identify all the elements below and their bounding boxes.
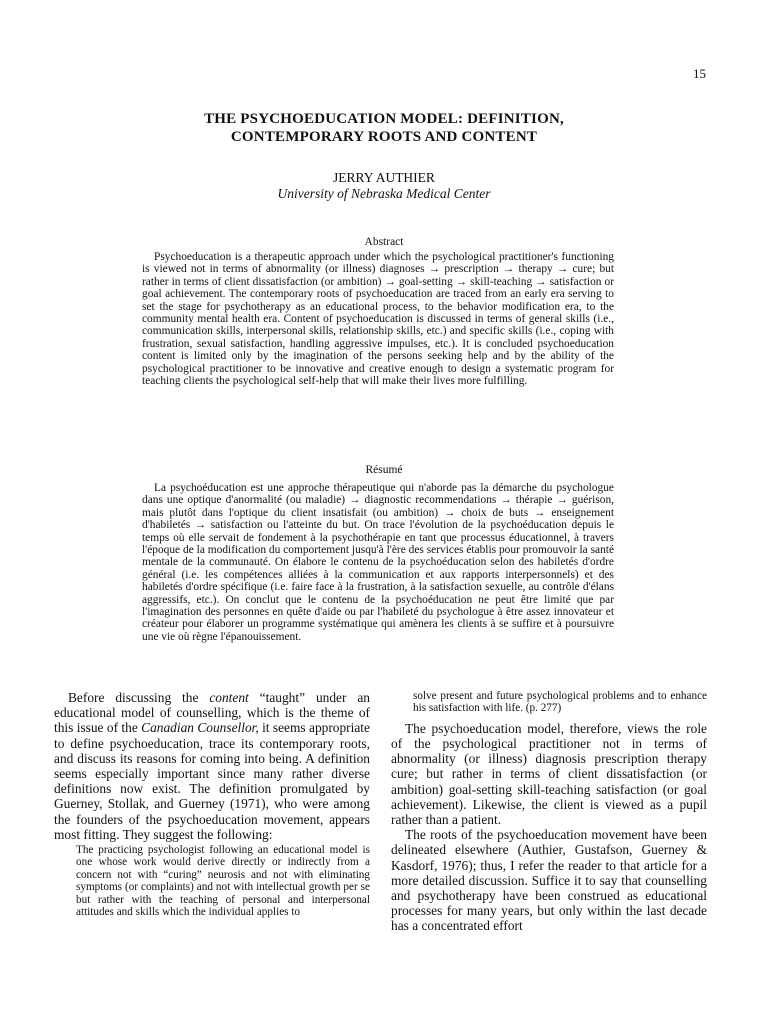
intro-text-b: “taught” under an educational model of counselling, which is the theme of this issue of the — [54, 690, 370, 736]
title-line-2: CONTEMPORARY ROOTS AND CONTENT — [230, 129, 538, 145]
author-affiliation: University of Nebraska Medical Center — [277, 186, 491, 201]
author-name: JERRY AUTHIER — [333, 170, 435, 185]
resume-body: La psychoéducation est une approche thérapeutique qui n'aborde pas la démarche du psychologue dans une optique d'anormalité (ou maladie) → diagnostic recommendations → thérapie → guérison, mais plutôt dans l'optique du client insatisfait (ou ambition) → choix de buts → enseignement d'habiletés → satisfaction ou l'atteinte du but. On trace l'évolution de la psychoéducation depuis le temps où elle servait de fondement à la psychothérapie en tant que processus éducationnel, à travers l'époque de la modification du comportement jusqu'à l'ère des services établis pour promouvoir la santé mentale de la communauté. On élabore le contenu de la psychoéducation selon des habiletés d'ordre général (i.e. les compétences alliées à la communication et aux rapports interpersonnels) et des habiletés d'ordre spécifique (i.e. faire face à la frustration, à la satisfaction sexuelle, au contrôle d'élans aggressifs, etc.). On conclut que le contenu de la psychoéducation ne peut être limité que par l'imagination des personnes en quête d'aide ou par l'habileté du psychologue à être assez innovateur et créateur pour élaborer un programme systématique qui amènera les clients à se suffire et à poursuivre une vie où règne l'épanouissement. — [142, 482, 614, 643]
definition-quote-part2: solve present and future psychological problems and to enhance his satisfaction with life. (p. 277) — [413, 690, 707, 715]
body-column-right — [391, 690, 707, 934]
definition-quote-part1: The practicing psychologist following an educational model is one whose work would derive directly or indirectly from a concern not with “curing” neurosis and not with eliminating symptoms (or complaints) and not with intellectual growth per se but rather with the teaching of personal and interpersonal attitudes and skills which the individual applies to — [76, 844, 370, 919]
intro-text-a: Before discussing the — [68, 690, 210, 705]
intro-paragraph — [54, 690, 370, 842]
resume-heading: Résumé — [365, 464, 403, 476]
paper-title — [0, 110, 768, 146]
intro-text-c: it seems appropriate to define psychoeducation, trace its contemporary roots, and discuss its reasons for coming into being. A definition seems especially important since many rather diverse definitions now exist. The definition promulgated by Guerney, Stollak, and Guerney (1971), who were among the founders of the psychoeducation movement, appears most fitting. They suggest the following: — [54, 720, 370, 842]
intro-em-journal: Canadian Counsellor, — [141, 720, 259, 736]
title-line-1: THE PSYCHOEDUCATION MODEL: DEFINITION, — [204, 111, 564, 127]
abstract-heading: Abstract — [364, 236, 404, 248]
model-paragraph: The psychoeducation model, therefore, views the role of the psychological practitioner not in terms of abnormality (or illness) diagnosis prescription therapy cure; but rather in terms of client dissatisfaction (or ambition) goal-setting skill-teaching satisfaction (or goal achievement). Likewise, the client is viewed as a pupil rather than a patient. — [391, 720, 707, 828]
roots-paragraph: The roots of the psychoeducation movement have been delineated elsewhere (Authier, Gustafson, Guerney & Kasdorf, 1976); thus, I refer the reader to that article for a more detailed discussion. Suffice it to say that counselling and psychotherapy have been construed as educational processes for many years, but only within the last decade has a concentrated effort — [391, 827, 707, 934]
page-number: 15 — [693, 66, 706, 81]
abstract-body: Psychoeducation is a therapeutic approach under which the psychological practitioner's functioning is viewed not in terms of abnormality (or illness) diagnoses → prescription → therapy → cure; but rather in terms of client dissatisfaction (or ambition) → goal-setting → skill-teaching → satisfaction or goal achievement. The contemporary roots of psychoeducation are traced from an early era serving to set the stage for psychotherapy as an educational process, to the behavior modification era, to the community mental health era. Content of psychoeducation is discussed in terms of general skills (i.e., communication skills, interpersonal skills, relationship skills, etc.) and specific skills (i.e., coping with frustration, sexual satisfaction, handling aggressive impulses, etc.). It is concluded psychoeducation content is limited only by the imagination of the persons seeking help and by the ability of the psychological practitioner to be innovative and creative enough to design a systematic program for teaching clients the psychological self-help that will make their lives more fulfilling. — [142, 251, 614, 388]
intro-em-content: content — [209, 690, 249, 705]
body-column-left — [54, 690, 370, 918]
